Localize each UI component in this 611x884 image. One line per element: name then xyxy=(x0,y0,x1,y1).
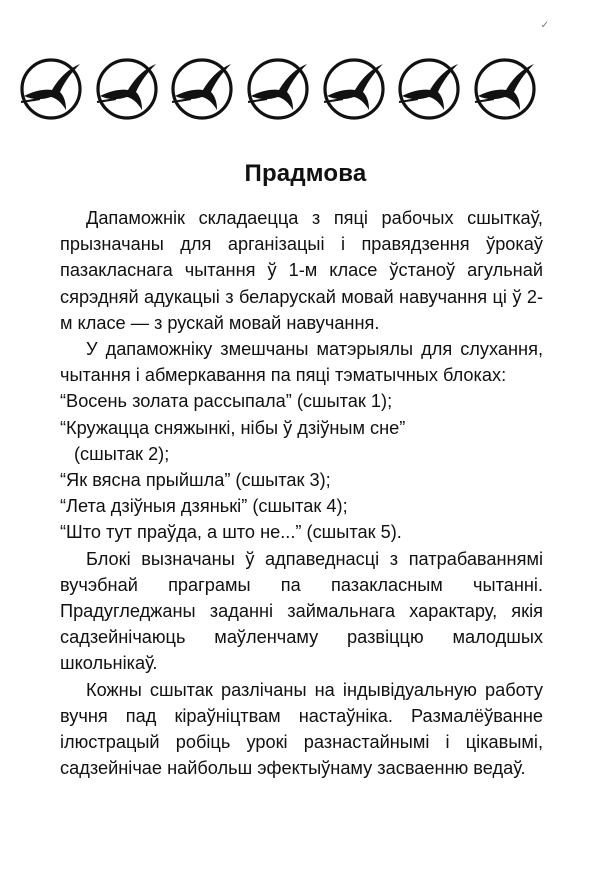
swallow-ornament-row xyxy=(18,56,538,124)
list-item xyxy=(60,467,543,493)
paragraph-blocks-lead: У дапаможніку змешчаны матэрыялы для слухання, чытання і абмеркавання па пяці тэматычных блоках: xyxy=(60,339,543,386)
corner-mark: ✓ xyxy=(540,20,549,31)
list-item xyxy=(60,388,543,414)
swallow-in-circle-icon xyxy=(472,56,538,122)
preface-text xyxy=(60,205,543,781)
swallow-in-circle-icon xyxy=(396,56,462,122)
list-item xyxy=(60,519,543,545)
blocks-list xyxy=(60,388,543,545)
block-title-4: “Лета дзіўныя дзянькі” (сшытак 4); xyxy=(60,496,348,517)
list-item xyxy=(60,415,543,441)
block-title-2: “Кружацца сняжынкі, нібы ў дзіўным сне” xyxy=(60,417,406,438)
block-title-3: “Як вясна прыйшла” (сшытак 3); xyxy=(60,470,331,491)
list-item-continuation xyxy=(60,441,543,467)
swallow-in-circle-icon xyxy=(18,56,84,122)
swallow-in-circle-icon xyxy=(169,56,235,122)
paragraph-program: Блокі вызначаны ў адпаведнасці з патрабаваннямі вучэбнай праграмы па пазакласным чытанні. Прадугледжаны заданні займальнага характару, якія садзейнічаюць маўленчаму развіццю малодшых школьнікаў. xyxy=(60,548,543,674)
swallow-in-circle-icon xyxy=(245,56,311,122)
swallow-in-circle-icon xyxy=(94,56,160,122)
paragraph-intro: Дапаможнік складаецца з пяці рабочых сшыткаў, прызначаны для арганізацыі і правядзення ўрокаў пазакласнага чытання ў 1-м класе ўстаноў агульнай сярэдняй адукацыі з беларускай мовай навучання ці ў 2-м класе — з рускай мовай навучання. xyxy=(60,208,543,333)
swallow-in-circle-icon xyxy=(321,56,387,122)
page-title: Прадмова xyxy=(244,160,367,187)
block-title-2-notebook: (сшытак 2); xyxy=(74,443,170,464)
list-item xyxy=(60,493,543,519)
block-title-5: “Што тут праўда, а што не...” (сшытак 5). xyxy=(60,522,402,543)
block-title-1: “Восень золата рассыпала” (сшытак 1); xyxy=(60,391,393,412)
paragraph-workbook: Кожны сшытак разлічаны на індывідуальную работу вучня пад кіраўніцтвам настаўніка. Размалёўванне ілюстрацый робіць урокі разнастайнымі і цікавымі, садзейнічае найбольш эфектыўнаму засваенню ведаў. xyxy=(60,679,543,779)
